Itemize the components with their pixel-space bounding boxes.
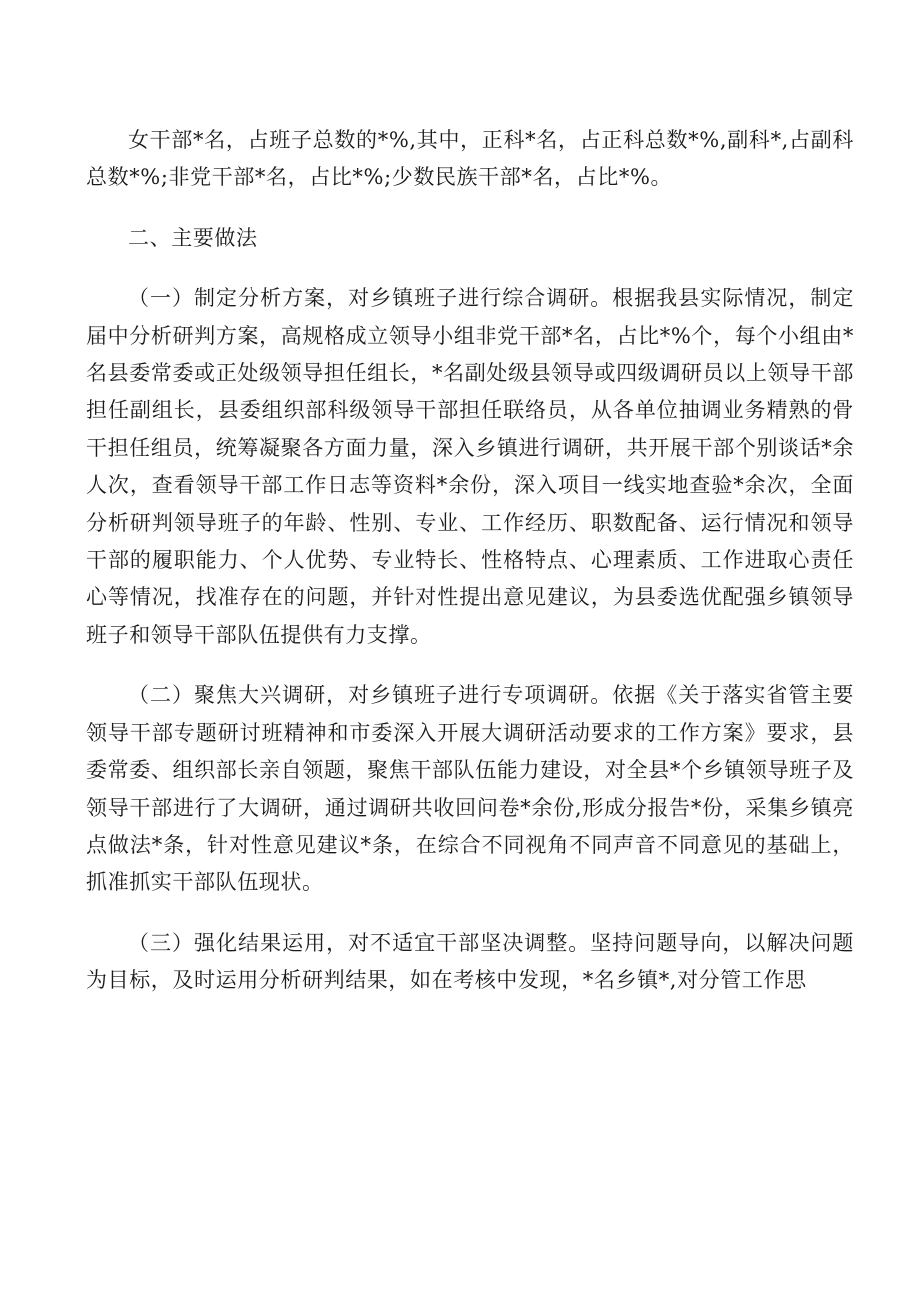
- paragraph-focused-research: （二）聚焦大兴调研，对乡镇班子进行专项调研。依据《关于落实省管主要领导干部专题研讨班精神和市委深入开展大调研活动要求的工作方案》要求，县委常委、组织部长亲自领题，聚焦干部队伍能力建设，对全县*个乡镇领导班子及领导干部进行了大调研，通过调研共收回问卷*余份,形成分报告*份，采集乡镇亮点做法*条，针对性意见建议*条，在综合不同视角不同声音不同意见的基础上，抓准抓实干部队伍现状。: [86, 683, 854, 895]
- paragraph-result-application: （三）强化结果运用，对不适宜干部坚决调整。坚持问题导向，以解决问题为目标，及时运用分析研判结果，如在考核中发现，*名乡镇*,对分管工作思: [86, 930, 854, 993]
- document-page: [86, 122, 854, 1000]
- section-heading-main-practices: 二、主要做法: [128, 225, 258, 250]
- paragraph-analysis-plan: （一）制定分析方案，对乡镇班子进行综合调研。根据我县实际情况，制定届中分析研判方案，高规格成立领导小组非党干部*名，占比*%个，每个小组由*名县委常委或正处级领导担任组长，*名副处级县领导或四级调研员以上领导干部担任副组长，县委组织部科级领导干部担任联络员，从各单位抽调业务精熟的骨干担任组员，统筹凝聚各方面力量，深入乡镇进行调研，共开展干部个别谈话*余人次，查看领导干部工作日志等资料*余份，深入项目一线实地查验*余次，全面分析研判领导班子的年龄、性别、专业、工作经历、职数配备、运行情况和领导干部的履职能力、个人优势、专业特长、性格特点、心理素质、工作进取心责任心等情况，找准存在的问题，并针对性提出意见建议，为县委选优配强乡镇领导班子和领导干部队伍提供有力支撑。: [86, 286, 854, 647]
- paragraph-female-cadre-statistics: 女干部*名，占班子总数的*%,其中，正科*名，占正科总数*%,副科*,占副科总数*%;非党干部*名，占比*%;少数民族干部*名，占比*%。: [86, 128, 854, 190]
